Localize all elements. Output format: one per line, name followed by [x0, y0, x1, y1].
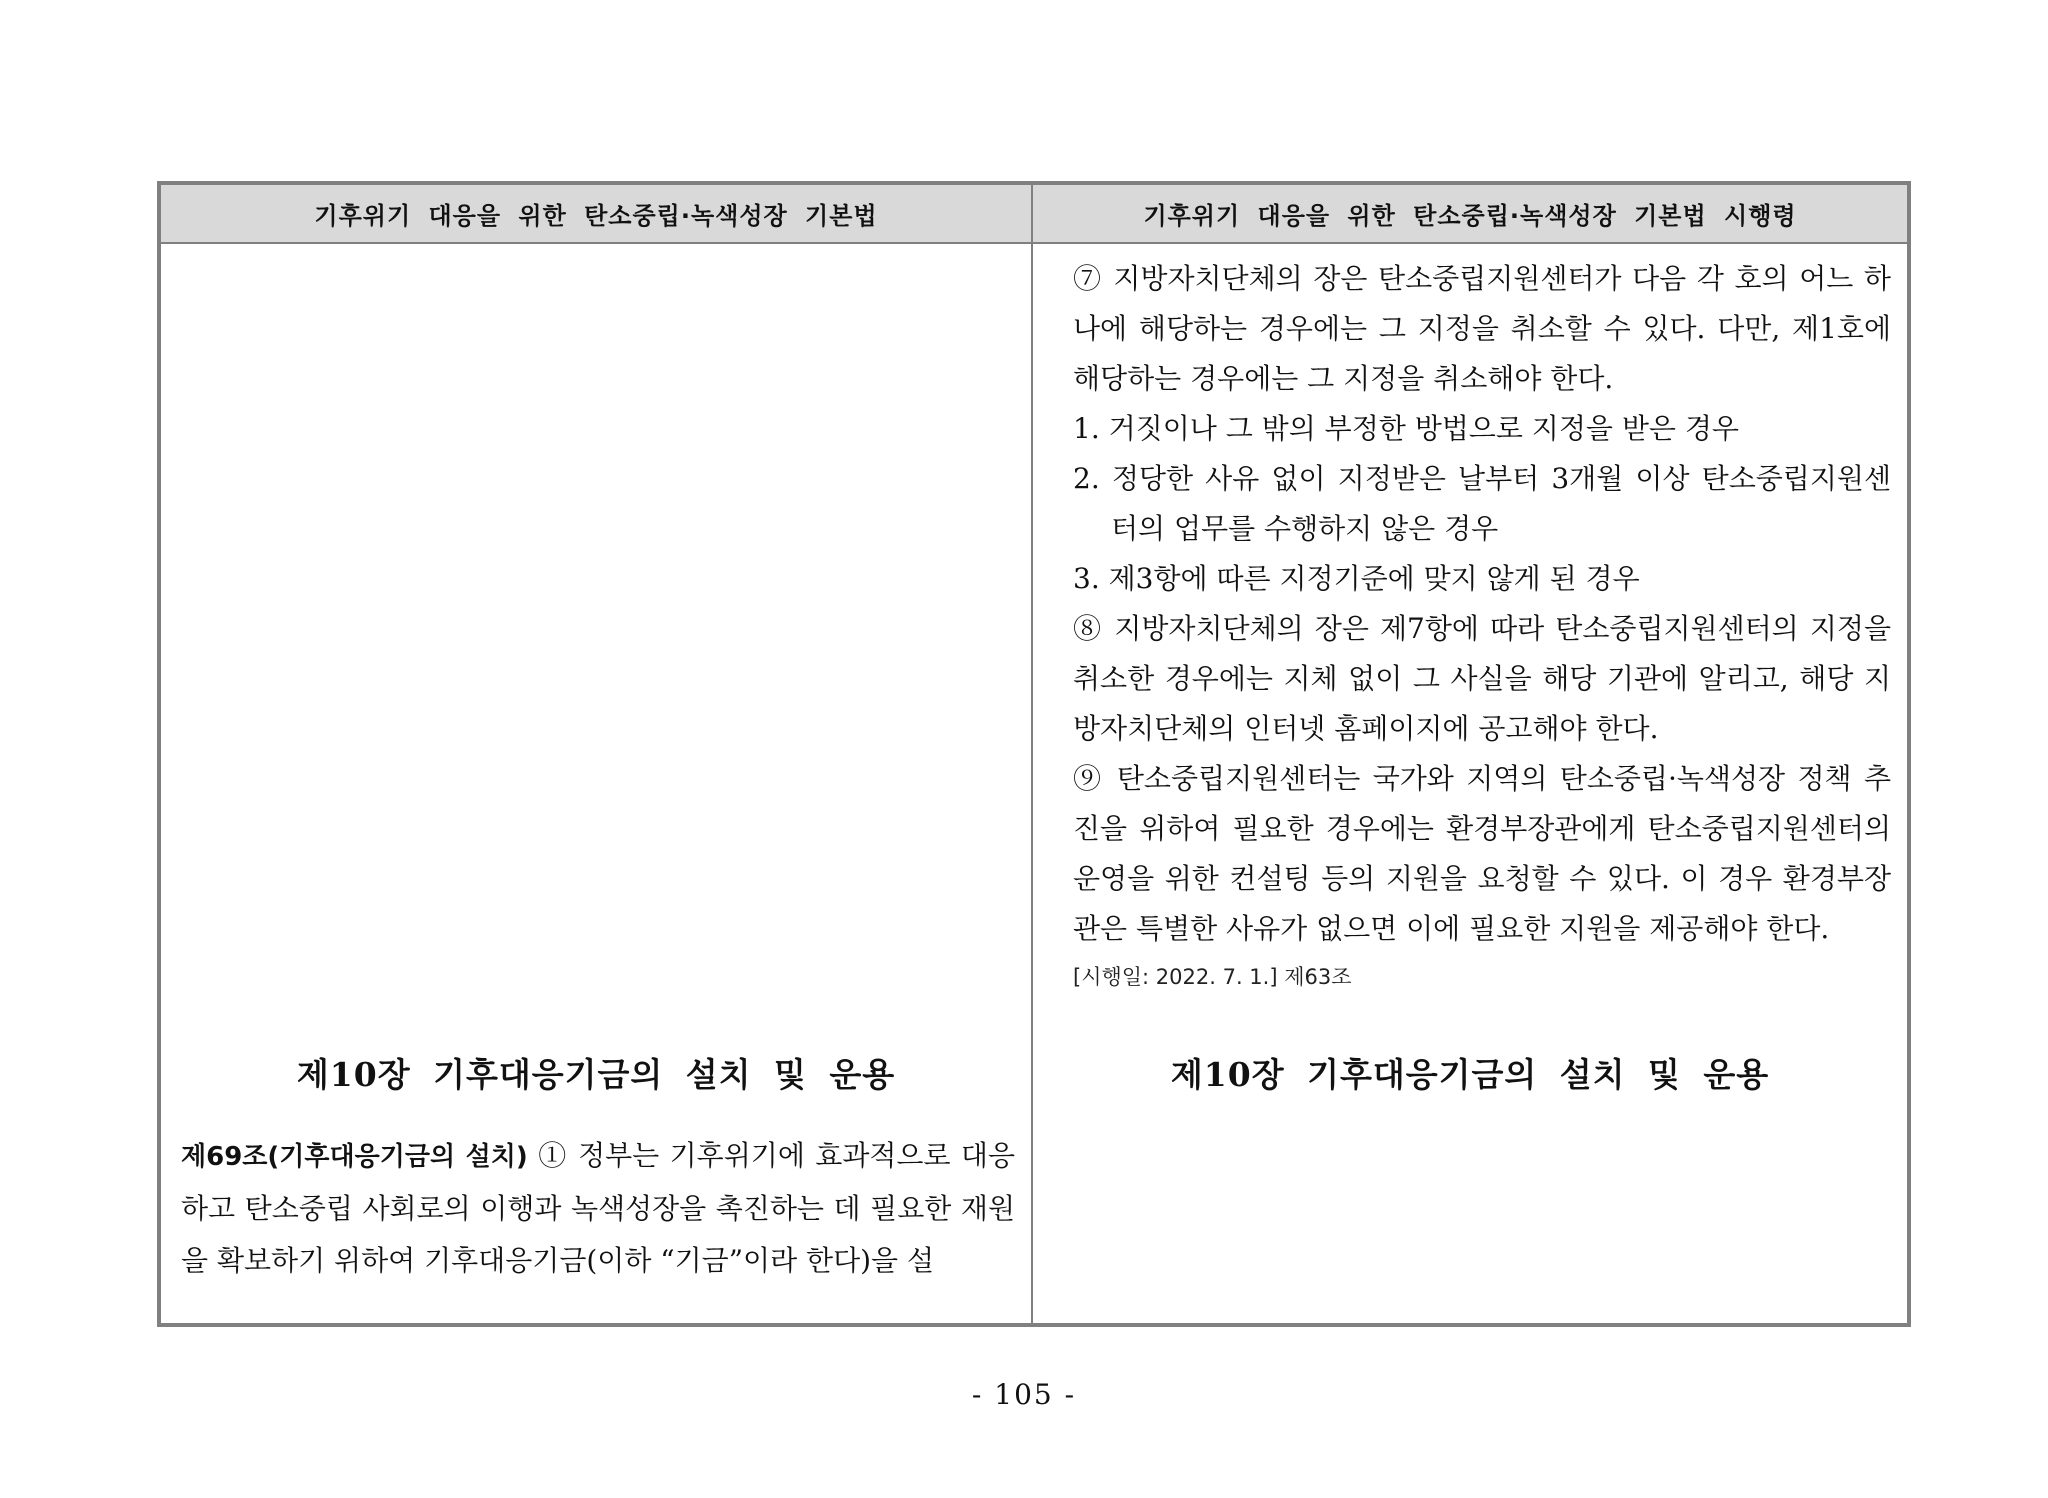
history-note: [시행일: 2022. 7. 1.] 제63조 [1073, 965, 1352, 989]
page-number: - 105 - [971, 1378, 1077, 1411]
comparison-table [157, 181, 1911, 1327]
paragraph-9: ⑨ 탄소중립지원센터는 국가와 지역의 탄소중립·녹색성장 정책 추진을 위하여 필요한 경우에는 환경부장관에게 탄소중립지원센터의 운영을 위한 컨설팅 등의 지원을 요청할 수 있다. 이 경우 환경부장관은 특별한 사유가 없으면 이에 필요한 지원을 제공해야 한다. [1073, 762, 1891, 945]
paragraph-8: ⑧ 지방자치단체의 장은 제7항에 따라 탄소중립지원센터의 지정을 취소한 경우에는 지체 없이 그 사실을 해당 기관에 알리고, 해당 지방자치단체의 인터넷 홈페이지에 공고해야 한다. [1073, 612, 1891, 745]
left-column-header: 기후위기 대응을 위한 탄소중립·녹색성장 기본법 [161, 185, 1033, 244]
left-chapter-title: 제10장 기후대응기금의 설치 및 운용 [296, 1055, 896, 1094]
article-text: ① 정부는 기후위기에 효과적으로 대응하고 탄소중립 사회로의 이행과 녹색성장을 촉진하는 데 필요한 재원을 확보하기 위하여 기후대응기금(이하 “기금”이라 한다)을 설 [181, 1139, 1015, 1277]
paragraph-7: ⑦ 지방자치단체의 장은 탄소중립지원센터가 다음 각 호의 어느 하나에 해당하는 경우에는 그 지정을 취소할 수 있다. 다만, 제1호에 해당하는 경우에는 그 지정을 취소해야 한다. [1073, 262, 1891, 395]
article-69 [181, 1130, 1015, 1287]
list-item-1: 1. 거짓이나 그 밖의 부정한 방법으로 지정을 받은 경우 [1073, 412, 1739, 445]
list-item-3: 3. 제3항에 따른 지정기준에 맞지 않게 된 경우 [1073, 562, 1640, 595]
right-column-body [1033, 244, 1907, 1323]
left-column-body [161, 244, 1033, 1323]
right-column-header: 기후위기 대응을 위한 탄소중립·녹색성장 기본법 시행령 [1033, 185, 1907, 244]
enforcement-text [1073, 254, 1891, 1000]
right-chapter-title: 제10장 기후대응기금의 설치 및 운용 [1170, 1055, 1770, 1094]
article-heading: 제69조(기후대응기금의 설치) [181, 1142, 528, 1172]
list-item-2: 2. 정당한 사유 없이 지정받은 날부터 3개월 이상 탄소중립지원센터의 업무를 수행하지 않은 경우 [1073, 462, 1891, 545]
